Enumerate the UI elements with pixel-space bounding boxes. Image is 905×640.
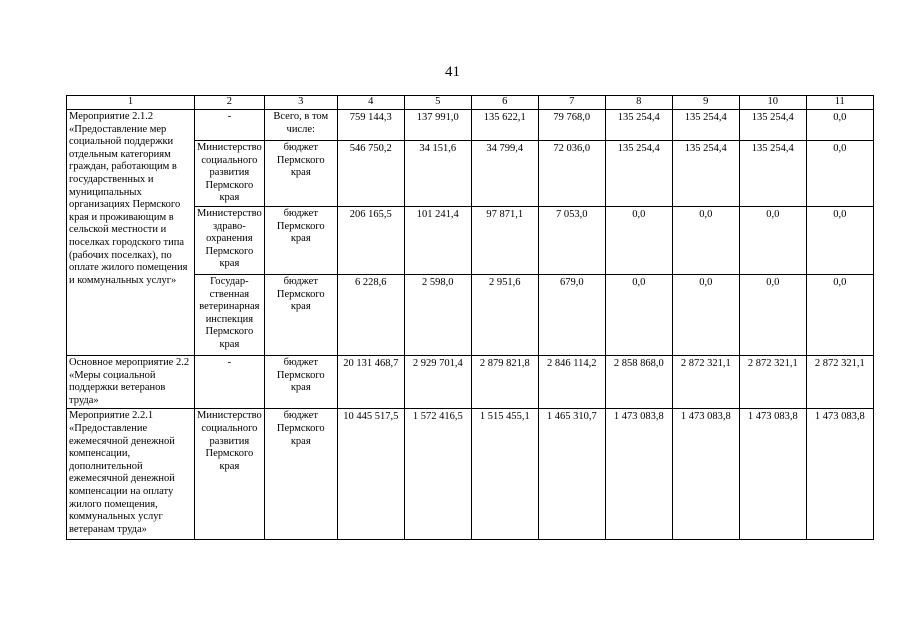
source-cell: бюджет Пермского края xyxy=(264,207,337,275)
source-cell: Всего, в том числе: xyxy=(264,110,337,141)
value-cell: 546 750,2 xyxy=(337,141,404,207)
value-cell: 135 254,4 xyxy=(672,141,739,207)
value-cell: 34 151,6 xyxy=(404,141,471,207)
executor-cell: - xyxy=(195,356,265,409)
executor-cell: Государ-ственная ветеринарная инспекция Пермского края xyxy=(195,275,265,356)
value-cell: 1 572 416,5 xyxy=(404,409,471,540)
value-cell: 79 768,0 xyxy=(538,110,605,141)
measure-title-cell: Мероприятие 2.2.1 «Предоставление ежемесячной денежной компенсации, дополнительной ежемесячной денежной компенсации на оплату жилого помещения, коммунальных услуг ветеранам труда» xyxy=(67,409,195,540)
data-table xyxy=(66,95,874,540)
value-cell: 2 872 321,1 xyxy=(672,356,739,409)
measure-title-cell: Основное мероприятие 2.2 «Меры социальной поддержки ветеранов труда» xyxy=(67,356,195,409)
value-cell: 34 799,4 xyxy=(471,141,538,207)
value-cell: 135 254,4 xyxy=(605,110,672,141)
value-cell: 2 872 321,1 xyxy=(806,356,873,409)
value-cell: 0,0 xyxy=(605,275,672,356)
value-cell: 206 165,5 xyxy=(337,207,404,275)
column-header-1: 1 xyxy=(67,96,195,110)
column-header-8: 8 xyxy=(605,96,672,110)
page-number: 41 xyxy=(445,64,460,80)
value-cell: 2 951,6 xyxy=(471,275,538,356)
column-header-10: 10 xyxy=(739,96,806,110)
value-cell: 1 465 310,7 xyxy=(538,409,605,540)
executor-cell: Министерство социального развития Пермского края xyxy=(195,409,265,540)
value-cell: 6 228,6 xyxy=(337,275,404,356)
source-cell: бюджет Пермского края xyxy=(264,141,337,207)
value-cell: 759 144,3 xyxy=(337,110,404,141)
value-cell: 72 036,0 xyxy=(538,141,605,207)
header-row xyxy=(67,96,874,110)
value-cell: 1 515 455,1 xyxy=(471,409,538,540)
value-cell: 2 872 321,1 xyxy=(739,356,806,409)
column-header-9: 9 xyxy=(672,96,739,110)
value-cell: 0,0 xyxy=(605,207,672,275)
measure-title-cell: Мероприятие 2.1.2 «Предоставление мер социальной поддержки отдельным категориям граждан, работающим в государственных и муниципальных организациях Пермского края и проживающим в сельской местности и поселках городского типа (рабочих поселках), по оплате жилого помещения и коммунальных услуг» xyxy=(67,110,195,356)
executor-cell: - xyxy=(195,110,265,141)
value-cell: 1 473 083,8 xyxy=(806,409,873,540)
value-cell: 679,0 xyxy=(538,275,605,356)
value-cell: 0,0 xyxy=(806,141,873,207)
column-header-7: 7 xyxy=(538,96,605,110)
value-cell: 97 871,1 xyxy=(471,207,538,275)
value-cell: 2 846 114,2 xyxy=(538,356,605,409)
value-cell: 1 473 083,8 xyxy=(605,409,672,540)
column-header-4: 4 xyxy=(337,96,404,110)
value-cell: 0,0 xyxy=(806,207,873,275)
executor-cell: Министерство социального развития Пермского края xyxy=(195,141,265,207)
column-header-2: 2 xyxy=(195,96,265,110)
value-cell: 101 241,4 xyxy=(404,207,471,275)
column-header-5: 5 xyxy=(404,96,471,110)
column-header-11: 11 xyxy=(806,96,873,110)
value-cell: 1 473 083,8 xyxy=(672,409,739,540)
value-cell: 0,0 xyxy=(806,275,873,356)
value-cell: 135 622,1 xyxy=(471,110,538,141)
value-cell: 0,0 xyxy=(739,275,806,356)
value-cell: 135 254,4 xyxy=(739,110,806,141)
table-row xyxy=(67,356,874,409)
value-cell: 137 991,0 xyxy=(404,110,471,141)
value-cell: 135 254,4 xyxy=(605,141,672,207)
table-row xyxy=(67,409,874,540)
value-cell: 7 053,0 xyxy=(538,207,605,275)
source-cell: бюджет Пермского края xyxy=(264,356,337,409)
value-cell: 2 879 821,8 xyxy=(471,356,538,409)
value-cell: 2 929 701,4 xyxy=(404,356,471,409)
value-cell: 20 131 468,7 xyxy=(337,356,404,409)
value-cell: 135 254,4 xyxy=(672,110,739,141)
value-cell: 0,0 xyxy=(672,275,739,356)
table-row xyxy=(67,110,874,141)
value-cell: 1 473 083,8 xyxy=(739,409,806,540)
value-cell: 2 598,0 xyxy=(404,275,471,356)
column-header-6: 6 xyxy=(471,96,538,110)
source-cell: бюджет Пермского края xyxy=(264,409,337,540)
value-cell: 135 254,4 xyxy=(739,141,806,207)
value-cell: 0,0 xyxy=(672,207,739,275)
value-cell: 0,0 xyxy=(739,207,806,275)
value-cell: 10 445 517,5 xyxy=(337,409,404,540)
column-header-3: 3 xyxy=(264,96,337,110)
value-cell: 2 858 868,0 xyxy=(605,356,672,409)
executor-cell: Министерство здраво-охранения Пермского края xyxy=(195,207,265,275)
table-body xyxy=(67,96,874,540)
source-cell: бюджет Пермского края xyxy=(264,275,337,356)
value-cell: 0,0 xyxy=(806,110,873,141)
